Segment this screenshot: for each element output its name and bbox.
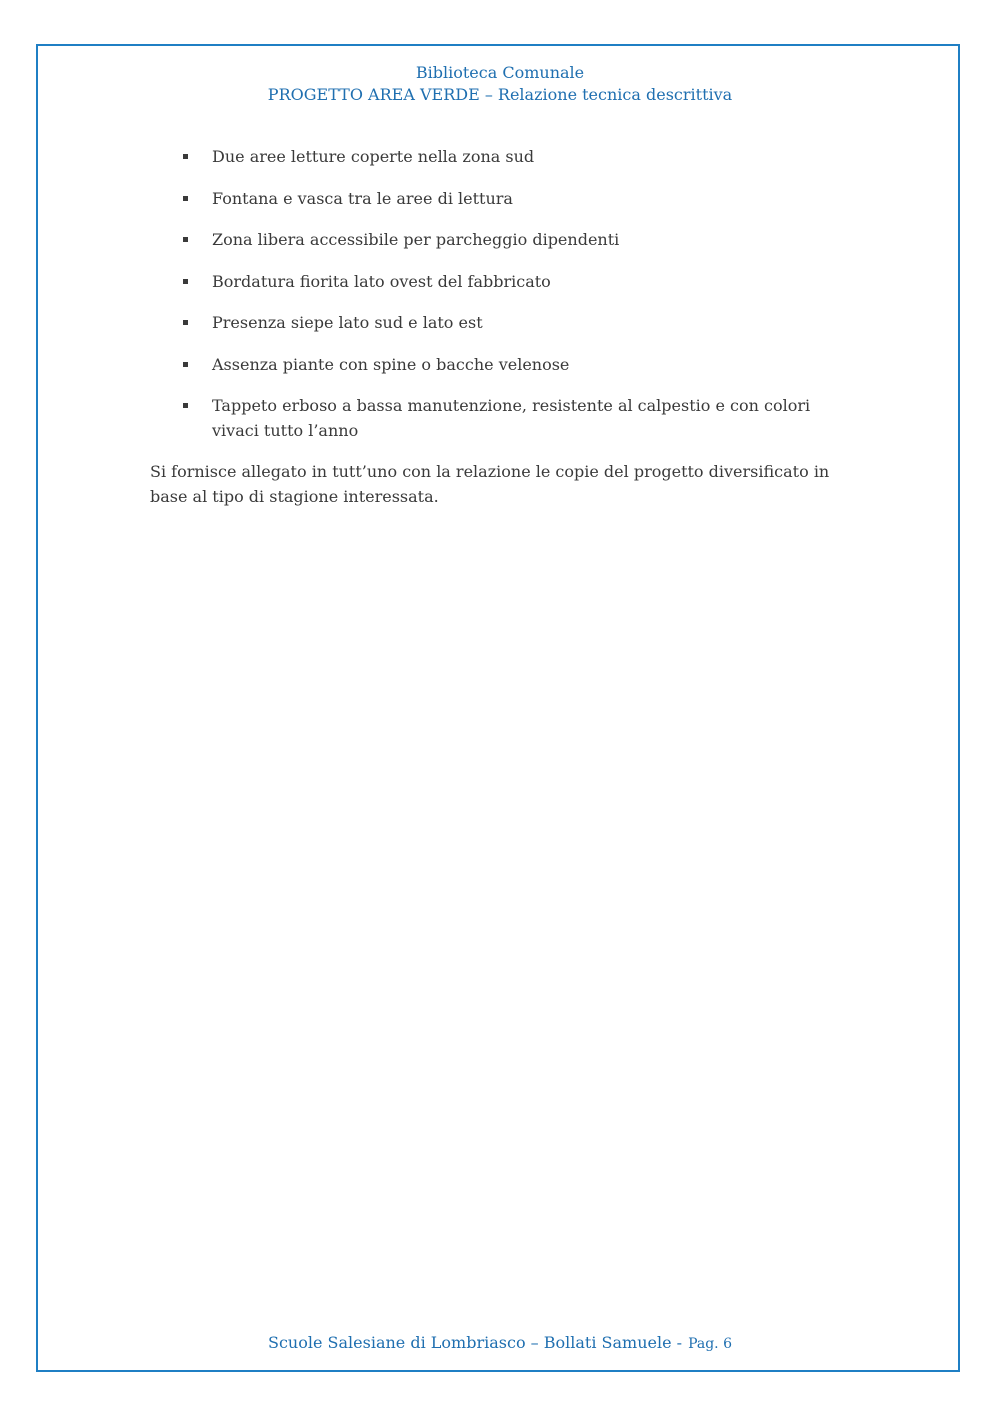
- page-header: [0, 62, 1000, 106]
- list-item: [150, 311, 855, 336]
- header-subtitle: PROGETTO AREA VERDE – Relazione tecnica descrittiva: [267, 85, 733, 104]
- list-item: [150, 394, 855, 443]
- square-bullet-icon: [183, 196, 188, 201]
- list-item: [150, 353, 855, 378]
- list-item-text: Bordatura fiorita lato ovest del fabbricato: [212, 271, 551, 291]
- square-bullet-icon: [183, 362, 188, 367]
- square-bullet-icon: [183, 154, 188, 159]
- page-footer: [0, 1332, 1000, 1355]
- square-bullet-icon: [183, 403, 188, 408]
- footer-text: Scuole Salesiane di Lombriasco – Bollati Samuele -: [268, 1333, 683, 1352]
- list-item: [150, 145, 855, 170]
- list-item-text: Fontana e vasca tra le aree di lettura: [212, 188, 513, 208]
- document-body: [150, 145, 855, 509]
- list-item-text: Due aree letture coperte nella zona sud: [212, 147, 535, 166]
- header-title: Biblioteca Comunale: [415, 63, 585, 82]
- list-item-text: Assenza piante con spine o bacche velenose: [212, 354, 570, 374]
- list-item: [150, 228, 855, 253]
- square-bullet-icon: [183, 320, 188, 325]
- square-bullet-icon: [183, 279, 188, 284]
- bullet-list: [150, 145, 855, 443]
- list-item-text: Zona libera accessibile per parcheggio dipendenti: [212, 230, 620, 249]
- list-item-text: Tappeto erboso a bassa manutenzione, resistente al calpestio e con colori vivaci tutto l’anno: [212, 396, 811, 440]
- list-item-text: Presenza siepe lato sud e lato est: [212, 313, 483, 332]
- body-paragraph: Si fornisce allegato in tutt’uno con la relazione le copie del progetto diversificato in base al tipo di stagione interessata.: [150, 462, 830, 506]
- page-number: Pag. 6: [688, 1336, 732, 1352]
- list-item: [150, 187, 855, 212]
- square-bullet-icon: [183, 237, 188, 242]
- list-item: [150, 270, 855, 295]
